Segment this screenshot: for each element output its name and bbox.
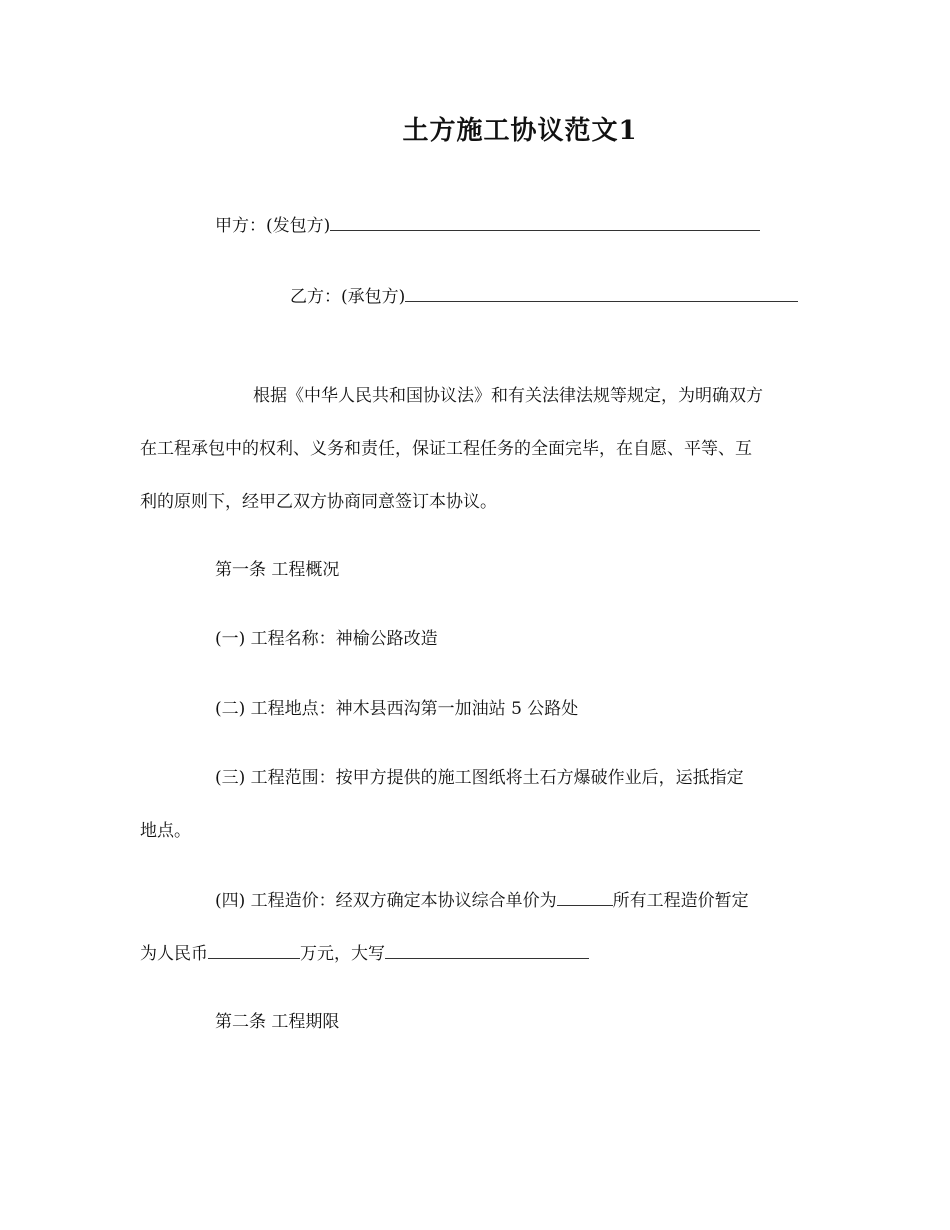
party-b-blank bbox=[405, 283, 798, 302]
item-4-text-part-2: 所有工程造价暂定 bbox=[612, 891, 749, 911]
party-b-label: 乙方：(承包方) bbox=[290, 287, 406, 307]
document-title: 土方施工协议范文1 bbox=[402, 116, 638, 146]
unit-price-blank bbox=[557, 887, 613, 906]
party-a-label: 甲方：(发包方) bbox=[215, 216, 331, 236]
daxie-amount-blank bbox=[385, 940, 589, 959]
item-4-daxie-label: 万元，大写 bbox=[300, 944, 385, 964]
rmb-amount-blank bbox=[208, 940, 300, 959]
article-1-item-3-line-1: (三) 工程范围：按甲方提供的施工图纸将土石方爆破作业后，运抵指定 bbox=[215, 768, 744, 788]
party-a-line bbox=[215, 212, 760, 239]
article-1-item-4-line-1 bbox=[215, 887, 749, 914]
preamble-line-3: 利的原则下，经甲乙双方协商同意签订本协议。 bbox=[140, 492, 497, 512]
item-4-rmb-label: 为人民币 bbox=[140, 944, 208, 964]
item-4-text-part-1: (四) 工程造价：经双方确定本协议综合单价为 bbox=[215, 891, 557, 911]
preamble-line-1: 根据《中华人民共和国协议法》和有关法律法规等规定，为明确双方 bbox=[253, 386, 763, 406]
preamble-line-2: 在工程承包中的权利、义务和责任，保证工程任务的全面完毕，在自愿、平等、互 bbox=[140, 439, 752, 459]
article-2-heading: 第二条 工程期限 bbox=[215, 1012, 340, 1032]
article-1-item-3-line-2: 地点。 bbox=[140, 821, 191, 841]
article-1-item-2: (二) 工程地点：神木县西沟第一加油站 5 公路处 bbox=[215, 699, 579, 719]
article-1-heading: 第一条 工程概况 bbox=[215, 560, 340, 580]
article-1-item-1: (一) 工程名称：神榆公路改造 bbox=[215, 629, 438, 649]
article-1-item-4-line-2 bbox=[140, 940, 589, 967]
party-a-blank bbox=[330, 212, 760, 231]
party-b-line bbox=[290, 283, 798, 310]
